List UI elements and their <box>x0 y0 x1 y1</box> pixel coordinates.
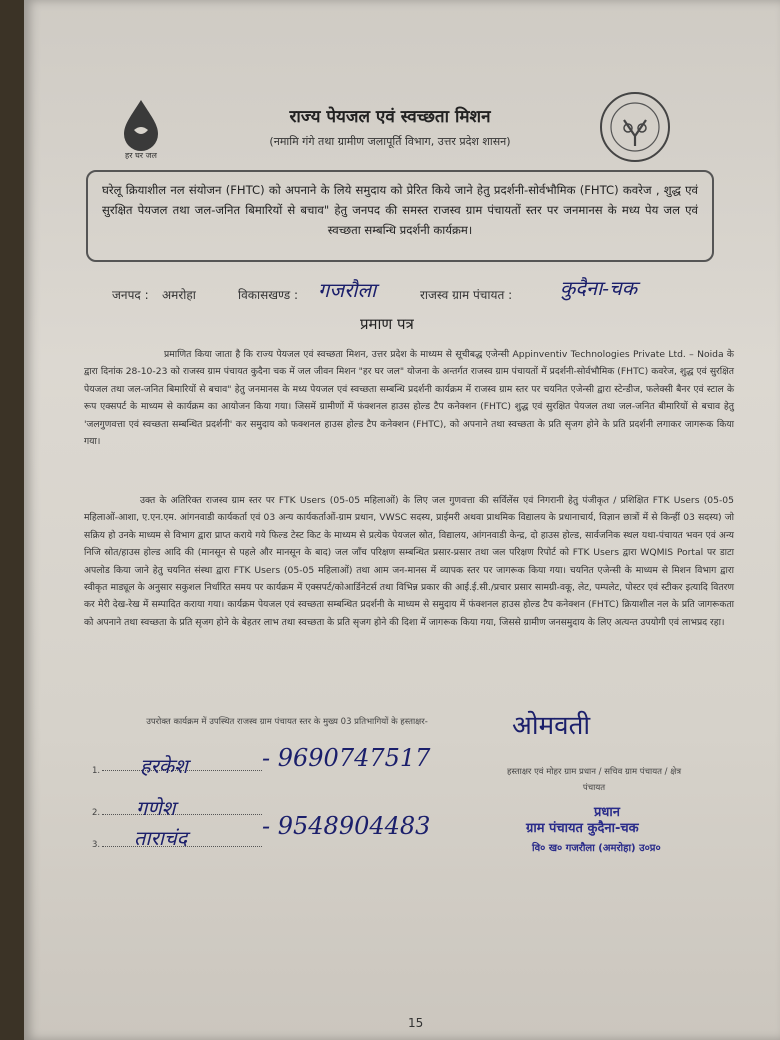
village-value: कुदैना-चक <box>560 276 638 300</box>
participant-phone: - 9548904483 <box>262 812 431 840</box>
program-title-text: घरेलू क्रियाशील नल संयोजन (FHTC) को अपनाने के लिये समुदाय को प्रेरित किये जाने हेतु प्रदर्शनी-सोर्वभौमिक (FHTC) कवरेज , शुद्ध एवं सुरक्षित पेयजल तथा जल-जनित बिमारियों से बचाव" हेतु जनपद की समस्त राजस्व ग्राम पंचायतों स्तर पर जनमानस के मध्य पेय जल एवं स्वच्छता सम्बन्धि प्रदर्शनी कार्यक्रम। <box>102 183 698 237</box>
body-paragraph-2: उक्त के अतिरिक्त राजस्व ग्राम स्तर पर FTK Users (05-05 महिलाओं) के लिए जल गुणवत्ता की सर्विलेंस एवं निगरानी हेतु पंजीकृत / प्रशिक्षित FTK Users (05-05 महिलाओं-आशा, ए.एन.एम. आंगनवाडी कार्यकर्ता एवं 03 अन्य कार्यकर्ताओं-ग्राम प्रधान, VWSC सदस्य, प्राईमरी अथवा प्राथमिक विद्यालय के प्रधानाचार्य, विज्ञान छात्रों में से किन्हीं 03 सदस्य) जो सक्रिय हो उनके माध्यम से विभाग द्वारा प्राप्त कराये गये फिल्ड टेस्ट किट के माध्यम से प्रत्येक पेयजल स्रोत, विद्यालय, आंगनवाडी केन्द्र, दो हाउस होल्ड, सार्वजनिक स्थल यथा-पंचायत भवन एवं अन्य निजि स्रोत/हाउस होल्ड आदि की (मानसून से पहले और मानसून के बाद) जल जाँच परिक्षण सम्बन्धित प्रसार-प्रसार तथा जल परिक्षण रिपोर्ट को FTK Users द्वारा WQMIS Portal पर डाटा अपलोड किया जाने हेतु चयनित संस्था द्वारा FTK Users (05-05 महिलाओं) तथा आम जन-मानस में व्यापक स्तर पर जागरूक किया गया। चयनित एजेन्सी के माध्यम से मिशन विभाग द्वारा स्वीकृत माड्यूल के अनुसार सकुशल निर्धारित समय पर कार्यक्रम में एक्सपर्ट/कोआर्डिनेटर्स तथा विभिन्न प्रकार की आई.ई.सी./प्रचार प्रसार सामग्री-वकू, लेट, पम्पलेट, पोस्टर एवं स्टीकर इत्यादि वितरण कर मेरी देख-रेख में सम्पादित कराया गया। कार्यक्रम पेयजल एवं स्वच्छता सम्बन्धित प्रदर्शनी के माध्यम से समुदाय में फंक्शनल हाउस होल्ड टैप कनेक्शन (FHTC) क्रियाशील नल के प्रति जागरूकता को अपनाने तथा स्वच्छता के प्रति सृजग होने के बेहतर लाभ तथा स्वच्छता के प्रति सृजग होने की दिशा में जागरूक किया गया, जिससे ग्रामीण जनसमुदाय के लिए अत्यन्त उपयोगी एवं लाभप्रद रहा। <box>84 495 734 628</box>
mission-subtitle: (नमामि गंगे तथा ग्रामीण जलापूर्ति विभाग, उत्तर प्रदेश शासन) <box>269 135 511 148</box>
stamp-block: वि० ख० गजरौला (अमरोहा) उ०प्र० <box>532 843 661 854</box>
page-number: 15 <box>408 1016 424 1030</box>
participants-caption: उपरोक्त कार्यक्रम में उपस्थित राजस्व ग्राम पंचायत स्तर के मुख्य 03 प्रतिभागियों के हस्ताक्षर- <box>146 717 428 727</box>
village-label: राजस्व ग्राम पंचायत : <box>420 288 513 302</box>
participant-signature: हरकेश <box>140 754 188 778</box>
stamp-title: प्रधान <box>594 805 620 820</box>
certificate-title: प्रमाण पत्र <box>360 315 414 333</box>
district-label: जनपद : <box>112 288 149 302</box>
signatory-label: हस्ताक्षर एवं मोहर ग्राम प्रधान / सचिव ग्राम पंचायत / क्षेत्र पंचायत <box>506 767 682 793</box>
body-paragraph-1: प्रमाणित किया जाता है कि राज्य पेयजल एवं स्वच्छता मिशन, उत्तर प्रदेश के माध्यम से सूचीबद्ध एजेन्सी Appinventiv Technologies Private Ltd. – Noida के द्वारा दिनांक 28-10-23 को राजस्व ग्राम पंचायत कुदैना चक में जल जीवन मिशन "हर घर जल" योजना के अन्तर्गत राजस्व ग्राम पंचायतों में प्रदर्शनी-सोर्वभौमिक (FHTC) कवरेज, शुद्ध एवं सुरक्षित पेयजल तथा जल-जनित बिमारियों से बचाव" हेतु जनमानस के मध्य पेयजल एवं स्वच्छता सम्बन्धि प्रदर्शनी कार्यक्रम में राजस्व ग्राम स्तर पर चयनित एजेन्सी द्वारा स्टेन्डीज, फलेक्सी बैनर एवं स्टाल के रूप एक्सपर्ट के माध्यम से कार्यक्रम का आयोजन किया गया। जिसमें ग्रामीणों में फंक्शनल हाउस होल्ड टैप कनेक्शन (FHTC) शुद्ध एवं सुरक्षित पेयजल तथा जल-जनित बीमारियों से बचाव हेतु 'जलगुणवत्ता एवं स्वच्छता सम्बन्धित प्रदर्शनी' कर समुदाय को फक्शनल हाउस होल्ड टैप कनेक्शन (FHTC), को अपनाने तथा स्वच्छता के प्रति सृजग होने के प्रति प्रदर्शनी लगाकर जागरूक किया गया। <box>84 349 734 448</box>
district-value: अमरोहा <box>162 288 196 302</box>
har-ghar-jal-logo <box>106 96 176 166</box>
mission-title: राज्य पेयजल एवं स्वच्छता मिशन <box>289 107 491 127</box>
participant-phone: - 9690747517 <box>262 744 431 772</box>
participant-signature: ताराचंद <box>134 826 188 850</box>
up-government-seal <box>598 90 672 164</box>
block-value: गजरौला <box>318 278 377 302</box>
pradhan-signature: ओमवती <box>512 711 591 741</box>
program-title-box <box>86 170 714 262</box>
participant-signature: गणेश <box>136 796 176 820</box>
svg-text:हर घर जल: हर घर जल <box>125 151 157 160</box>
block-label: विकासखण्ड : <box>238 288 299 302</box>
stamp-panchayat: ग्राम पंचायत कुदैना-चक <box>526 821 639 836</box>
